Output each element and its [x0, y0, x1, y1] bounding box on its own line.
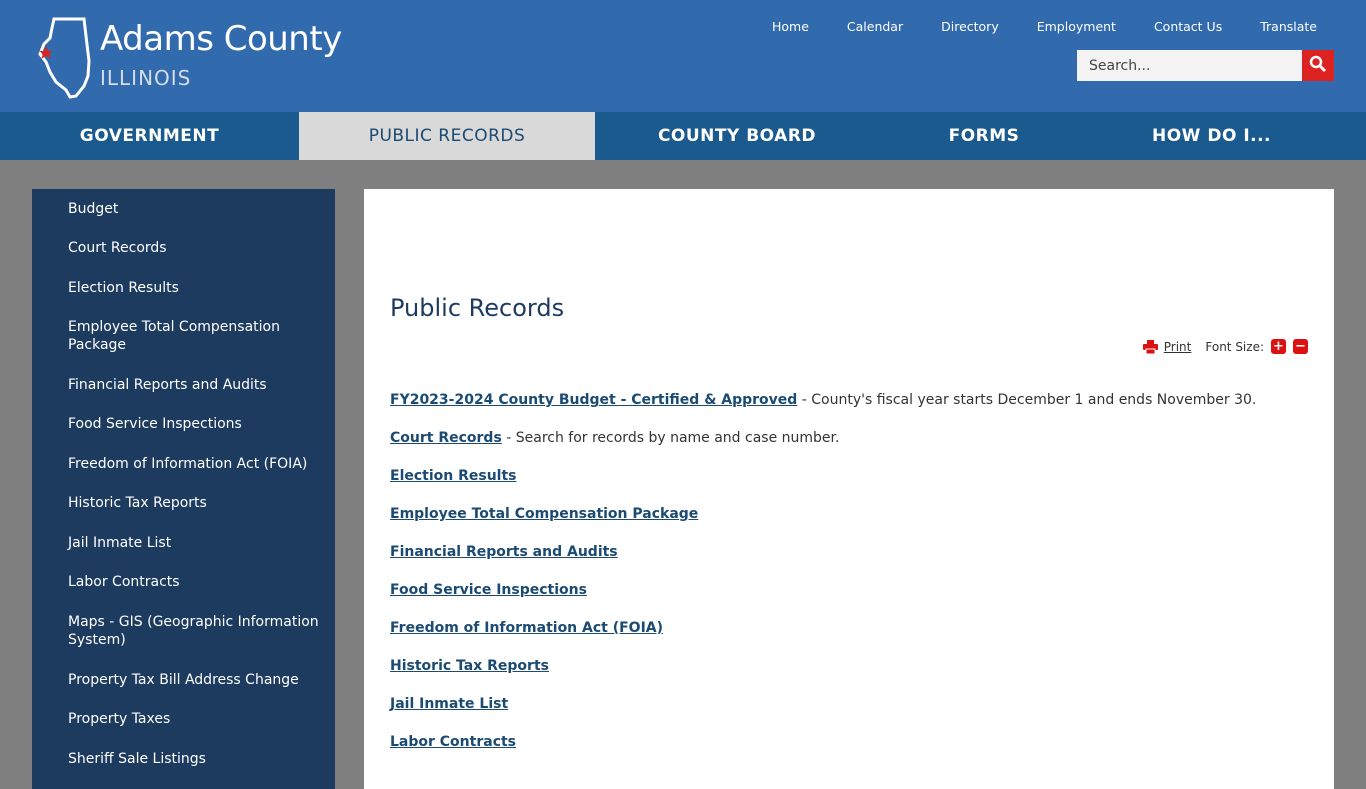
top-link-directory[interactable]: Directory	[941, 19, 999, 34]
record-link[interactable]: FY2023-2024 County Budget - Certified & Approved	[390, 392, 798, 408]
font-size-label: Font Size:	[1205, 339, 1264, 354]
page-tools	[1143, 339, 1308, 354]
list-item	[390, 429, 1310, 467]
logo[interactable]	[36, 16, 366, 100]
top-link-translate[interactable]: Translate	[1260, 19, 1317, 34]
nav-government[interactable]: GOVERNMENT	[79, 126, 220, 146]
print-link[interactable]: Print	[1163, 339, 1192, 354]
list-item	[390, 543, 1310, 581]
sidebar-item-tax-bill-address[interactable]: Property Tax Bill Address Change	[68, 672, 299, 688]
sidebar-item-sheriff-sale[interactable]: Sheriff Sale Listings	[68, 751, 206, 767]
sidebar-item-food-service[interactable]: Food Service Inspections	[68, 416, 242, 432]
illinois-map-icon	[36, 16, 96, 100]
record-link[interactable]: Financial Reports and Audits	[390, 544, 618, 560]
record-link[interactable]: Freedom of Information Act (FOIA)	[390, 620, 664, 636]
top-link-calendar[interactable]: Calendar	[846, 19, 904, 34]
top-links	[753, 19, 1336, 34]
sidebar-item-property-taxes[interactable]: Property Taxes	[68, 711, 171, 727]
search-button[interactable]	[1302, 50, 1334, 81]
top-link-employment[interactable]: Employment	[1036, 19, 1116, 34]
print-icon[interactable]	[1143, 340, 1158, 354]
record-link[interactable]: Election Results	[390, 468, 517, 484]
nav-county-board[interactable]: COUNTY BOARD	[657, 126, 817, 146]
sidebar-item-maps-gis[interactable]: Maps - GIS (Geographic Information System)	[68, 614, 319, 648]
sidebar-item-foia[interactable]: Freedom of Information Act (FOIA)	[68, 456, 308, 472]
list-item	[390, 467, 1310, 505]
main-nav	[0, 112, 1366, 160]
page-title: Public Records	[390, 294, 565, 322]
record-link[interactable]: Labor Contracts	[390, 734, 517, 750]
list-item	[390, 619, 1310, 657]
top-link-home[interactable]: Home	[771, 19, 809, 34]
record-link[interactable]: Employee Total Compensation Package	[390, 506, 699, 522]
logo-subtitle: ILLINOIS	[100, 66, 192, 90]
sidebar-item-employee-compensation[interactable]: Employee Total Compensation Package	[68, 319, 280, 353]
sidebar-item-financial-reports[interactable]: Financial Reports and Audits	[68, 377, 267, 393]
font-decrease-button[interactable]: −	[1293, 339, 1308, 354]
sidebar	[32, 189, 335, 789]
list-item	[390, 581, 1310, 619]
record-link[interactable]: Jail Inmate List	[390, 696, 509, 712]
search-icon	[1309, 55, 1327, 73]
logo-title: Adams County	[100, 19, 342, 59]
list-item	[390, 695, 1310, 733]
records-list	[390, 391, 1310, 771]
sidebar-item-court-records[interactable]: Court Records	[68, 240, 167, 256]
search-input[interactable]	[1077, 50, 1302, 81]
nav-public-records[interactable]: PUBLIC RECORDS	[299, 112, 595, 160]
site-header	[0, 0, 1366, 112]
list-item	[390, 657, 1310, 695]
nav-forms[interactable]: FORMS	[948, 126, 1020, 146]
sidebar-item-labor-contracts[interactable]: Labor Contracts	[68, 574, 180, 590]
list-item	[390, 733, 1310, 771]
record-link[interactable]: Court Records	[390, 430, 502, 446]
list-item	[390, 391, 1310, 429]
sidebar-item-election-results[interactable]: Election Results	[68, 280, 179, 296]
list-item	[390, 505, 1310, 543]
record-link[interactable]: Historic Tax Reports	[390, 658, 549, 674]
sidebar-item-jail-inmate[interactable]: Jail Inmate List	[68, 535, 172, 551]
record-link[interactable]: Food Service Inspections	[390, 582, 587, 598]
sidebar-item-historic-tax[interactable]: Historic Tax Reports	[68, 495, 207, 511]
sidebar-item-budget[interactable]: Budget	[68, 201, 119, 217]
top-link-contact-us[interactable]: Contact Us	[1153, 19, 1223, 34]
main-content	[364, 189, 1334, 789]
record-description: - County's fiscal year starts December 1 and ends November 30.	[797, 392, 1257, 408]
record-description: - Search for records by name and case number.	[501, 430, 840, 446]
nav-how-do-i[interactable]: HOW DO I...	[1151, 126, 1272, 146]
font-increase-button[interactable]: +	[1271, 339, 1286, 354]
